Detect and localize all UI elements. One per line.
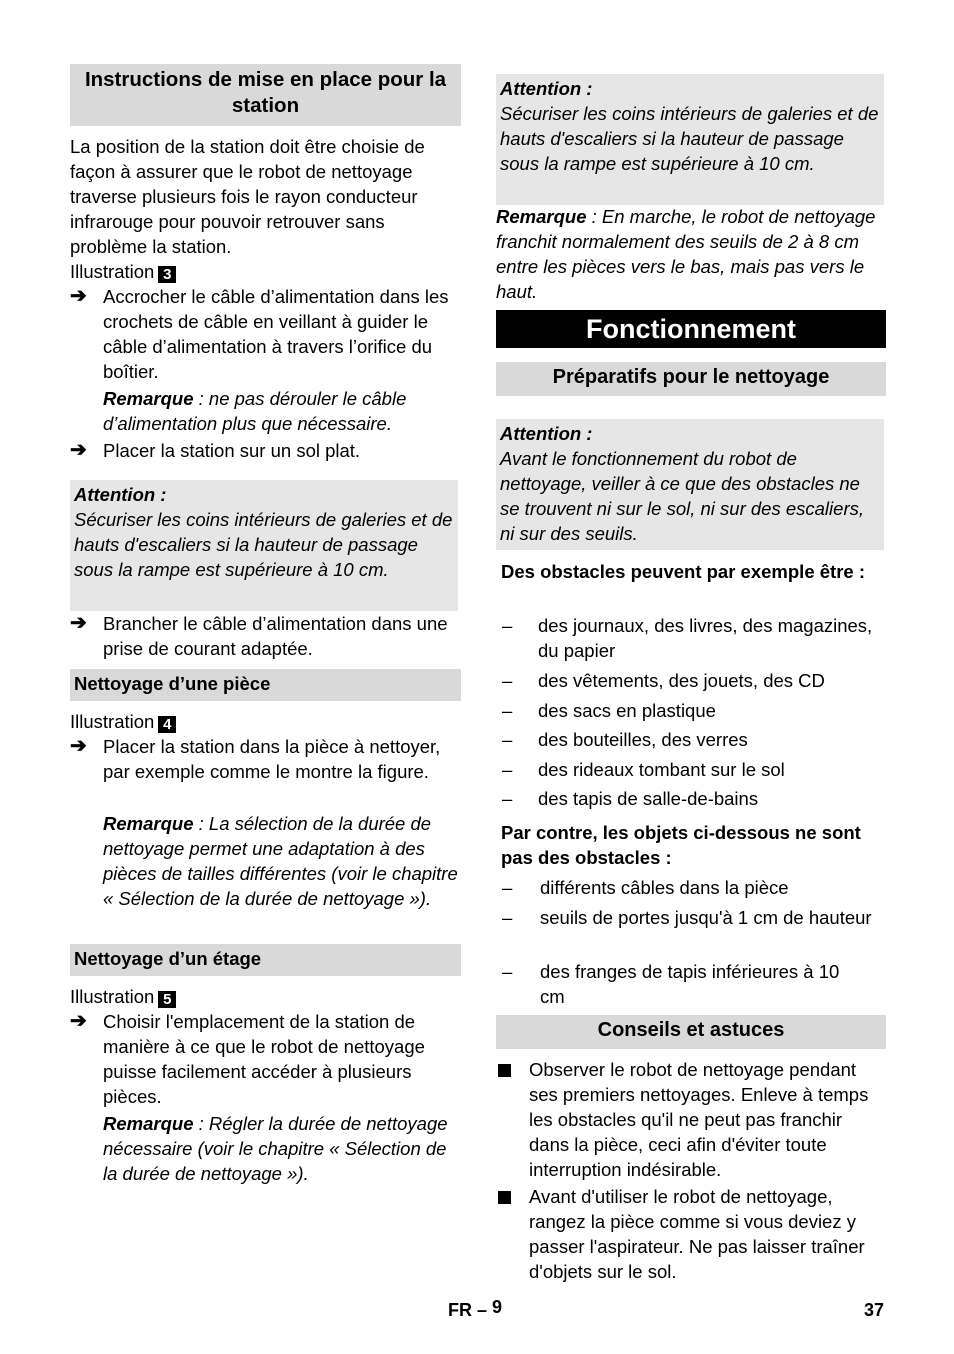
note-threshold bbox=[496, 204, 886, 304]
attention-box-2 bbox=[496, 419, 884, 550]
list-item bbox=[496, 1184, 886, 1284]
bullet-text: Accrocher le câble d’alimentation dans les crochets de câble en veillant à guider le câble d’alimentation à travers l’orifice du boîtier. bbox=[103, 286, 449, 382]
attention-title: Attention : bbox=[74, 484, 167, 505]
illustration-label: Illustration bbox=[70, 261, 155, 282]
note-2 bbox=[103, 811, 461, 911]
footer-section-ref bbox=[448, 1298, 502, 1323]
attention-text: Avant le fonctionnement du robot de nettoyage, veiller à ce que des obstacles ne se trouvent ni sur le sol, ni sur des escaliers, ni sur des seuils. bbox=[500, 448, 864, 544]
heading-etage: Nettoyage d’un étage bbox=[70, 944, 461, 976]
square-bullet-icon bbox=[498, 1064, 511, 1077]
dash-icon: – bbox=[502, 788, 513, 809]
arrow-icon: ➔ bbox=[70, 612, 87, 634]
note-3 bbox=[103, 1111, 453, 1186]
attention-title: Attention : bbox=[500, 423, 593, 444]
list-item bbox=[496, 959, 881, 1009]
illustration-3-badge: 3 bbox=[158, 266, 176, 283]
list-item bbox=[70, 438, 461, 463]
attention-title: Attention : bbox=[500, 78, 593, 99]
note-text: : La sélection de la durée de nettoyage permet une adaptation à des pièces de tailles différentes (voir le chapitre « Sélection de la durée de nettoyage »). bbox=[103, 813, 458, 909]
heading-piece: Nettoyage d’une pièce bbox=[70, 669, 461, 701]
note-text: : En marche, le robot de nettoyage franchit normalement des seuils de 2 à 8 cm entre les pièces vers le bas, mais pas vers le haut. bbox=[496, 206, 876, 302]
note-label: Remarque bbox=[103, 813, 194, 834]
list-item-text: seuils de portes jusqu'à 1 cm de hauteur bbox=[540, 907, 872, 928]
illustration-4-badge: 4 bbox=[158, 716, 176, 733]
note-1 bbox=[103, 386, 461, 436]
list-item-text: des bouteilles, des verres bbox=[538, 729, 748, 750]
illustration-3-ref bbox=[70, 259, 176, 284]
note-label: Remarque bbox=[103, 1113, 194, 1134]
attention-text: Sécuriser les coins intérieurs de galeries et de hauts d'escaliers si la hauteur de passage sous la rampe est supérieure à 10 cm. bbox=[74, 509, 453, 580]
list-item bbox=[70, 611, 461, 661]
list-item-text: des tapis de salle-de-bains bbox=[538, 788, 759, 809]
list-item-text: Observer le robot de nettoyage pendant ses premiers nettoyages. Enleve à temps les obstacles qu'il ne peut pas franchir dans la pièce, ceci afin d'éviter toute interruption indésirable. bbox=[529, 1059, 869, 1180]
list-item-text: des franges de tapis inférieures à 10 cm bbox=[540, 961, 840, 1007]
heading-fonctionnement: Fonctionnement bbox=[496, 310, 886, 348]
illustration-5-badge: 5 bbox=[158, 991, 176, 1008]
illustration-4-ref bbox=[70, 709, 176, 734]
page-number: 37 bbox=[863, 1300, 884, 1320]
attention-text: Sécuriser les coins intérieurs de galeries et de hauts d'escaliers si la hauteur de passage sous la rampe est supérieure à 10 cm. bbox=[500, 103, 879, 174]
bullet-text: Placer la station dans la pièce à nettoyer, par exemple comme le montre la figure. bbox=[103, 736, 441, 782]
list-item bbox=[70, 1009, 461, 1109]
footer-lang: FR bbox=[448, 1300, 472, 1320]
arrow-icon: ➔ bbox=[70, 1010, 87, 1032]
list-item-text: des journaux, des livres, des magazines, du papier bbox=[538, 615, 873, 661]
dash-icon: – bbox=[502, 615, 513, 636]
list-item-text: différents câbles dans la pièce bbox=[540, 877, 789, 898]
list-item-text: Avant d'utiliser le robot de nettoyage, rangez la pièce comme si vous deviez y passer l'aspirateur. Ne pas laisser traîner d'objets sur le sol. bbox=[529, 1186, 865, 1282]
illustration-5-ref bbox=[70, 984, 176, 1009]
bullet-text: Placer la station sur un sol plat. bbox=[103, 440, 361, 461]
list-item bbox=[496, 905, 881, 955]
arrow-icon: ➔ bbox=[70, 439, 87, 461]
list-item bbox=[496, 668, 876, 693]
list-item bbox=[496, 875, 881, 900]
list-item bbox=[496, 757, 876, 782]
list-item bbox=[496, 698, 876, 723]
list-item bbox=[496, 613, 876, 663]
list-item bbox=[496, 727, 876, 752]
illustration-label: Illustration bbox=[70, 986, 155, 1007]
arrow-icon: ➔ bbox=[70, 285, 87, 307]
list-item bbox=[496, 1057, 886, 1182]
list-item bbox=[70, 734, 461, 809]
heading-station: Instructions de mise en place pour la station bbox=[70, 64, 461, 126]
dash-icon: – bbox=[502, 670, 513, 691]
illustration-label: Illustration bbox=[70, 711, 155, 732]
list-item-text: des sacs en plastique bbox=[538, 700, 716, 721]
attention-box bbox=[496, 74, 884, 205]
list-item-text: des rideaux tombant sur le sol bbox=[538, 759, 785, 780]
heading-conseils: Conseils et astuces bbox=[496, 1015, 886, 1049]
bullet-text: Choisir l'emplacement de la station de manière à ce que le robot de nettoyage puisse facilement accéder à plusieurs pièces. bbox=[103, 1011, 425, 1107]
dash-icon: – bbox=[502, 907, 513, 928]
station-paragraph: La position de la station doit être choisie de façon à assurer que le robot de nettoyage traverse plusieurs fois le rayon conducteur infrarouge pour pouvoir retrouver sans problème la station. bbox=[70, 136, 425, 257]
dash-icon: – bbox=[502, 961, 513, 982]
list-item bbox=[70, 284, 461, 384]
dash-icon: – bbox=[502, 700, 513, 721]
list-item-text: des vêtements, des jouets, des CD bbox=[538, 670, 825, 691]
note-label: Remarque bbox=[496, 206, 587, 227]
arrow-icon: ➔ bbox=[70, 735, 87, 757]
dash-icon: – bbox=[502, 759, 513, 780]
note-text: : ne pas dérouler le câble d’alimentation plus que nécessaire. bbox=[103, 388, 407, 434]
note-text: : Régler la durée de nettoyage nécessaire (voir le chapitre « Sélection de la durée de nettoyage »). bbox=[103, 1113, 448, 1184]
note-label: Remarque bbox=[103, 388, 194, 409]
list-item bbox=[496, 786, 876, 811]
obstacles-heading: Des obstacles peuvent par exemple être : bbox=[501, 561, 865, 582]
heading-preparatifs: Préparatifs pour le nettoyage bbox=[496, 362, 886, 396]
footer-dash: – bbox=[477, 1300, 488, 1320]
non-obstacles-heading: Par contre, les objets ci-dessous ne sont pas des obstacles : bbox=[501, 822, 861, 868]
footer-section-page: 9 bbox=[492, 1297, 503, 1317]
attention-box bbox=[70, 480, 458, 611]
dash-icon: – bbox=[502, 729, 513, 750]
square-bullet-icon bbox=[498, 1191, 511, 1204]
bullet-text: Brancher le câble d’alimentation dans une prise de courant adaptée. bbox=[103, 613, 448, 659]
dash-icon: – bbox=[502, 877, 513, 898]
